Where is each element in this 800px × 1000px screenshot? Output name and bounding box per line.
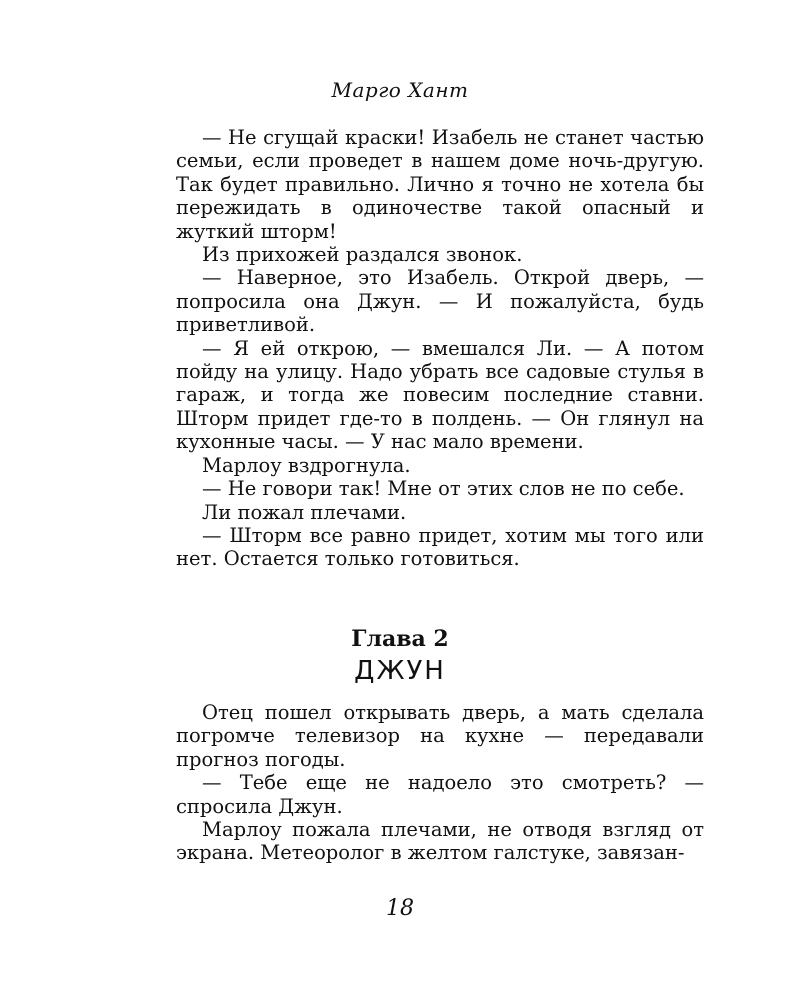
paragraph: — Не говори так! Мне от этих слов не по себе. [202, 477, 685, 501]
paragraph: — Я ей открою, — вмешался Ли. — А потом пойду на улицу. Надо убрать все садовые стулья в гараж, и тогда же повесим последние ставни. Шторм придет где-то в полдень. — Он глянул на кухонные часы. — У нас мало времени. [176, 336, 704, 454]
page-number: 18 [386, 896, 414, 921]
paragraph: Из прихожей раздался звонок. [202, 243, 523, 267]
paragraph: — Наверное, это Изабель. Открой дверь, — попросила она Джун. — И пожалуйста, будь приветливой. [176, 266, 704, 337]
running-head-author: Марго Хант [331, 78, 469, 102]
paragraph: Марлоу вздрогнула. [202, 453, 411, 477]
chapter-title: ДЖУН [354, 656, 446, 686]
paragraph: Отец пошел открывать дверь, а мать сделала погромче телевизор на кухне — передавали прогноз погоды. [176, 701, 704, 771]
paragraph: — Не сгущай краски! Изабель не станет частью семьи, если проведет в нашем доме ночь-другую. Так будет правильно. Лично я точно не хотела бы пережидать в одиночестве такой опасный и жуткий шторм! [176, 126, 704, 243]
paragraph: Ли пожал плечами. [202, 500, 407, 524]
paragraph: — Тебе еще не надоело это смотреть? — спросила Джун. [176, 771, 704, 818]
body-text-section-1 [176, 126, 704, 571]
chapter-number: Глава 2 [351, 626, 449, 652]
body-text-section-2 [176, 701, 704, 865]
paragraph: — Шторм все равно придет, хотим мы того или нет. Остается только готовиться. [176, 523, 704, 571]
paragraph: Марлоу пожала плечами, не отводя взгляд от экрана. Метеоролог в желтом галстуке, завязан- [176, 818, 704, 865]
